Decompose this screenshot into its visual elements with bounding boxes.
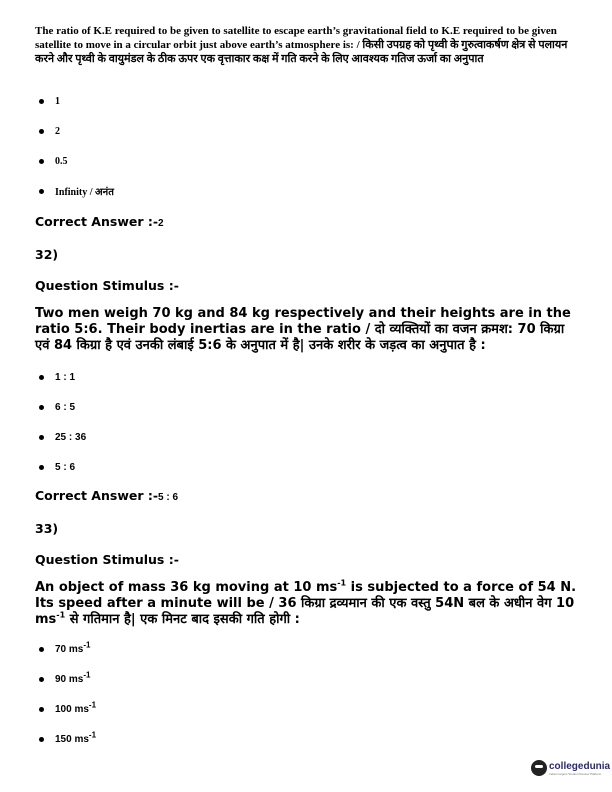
q33-text: An object of mass 36 kg moving at 10 $ms^{-1}$ is subjected to a force of 54 N. Its speed after a minute will be / 36 किग्रा द्रव्यमान की एक वस्तु 54N बल के अधीन वेग 10 $ms^{-1}$ से गतिमान है| एक मिनट बाद इसकी गति होगी :	[35, 578, 577, 627]
q33-stimulus-label: Question Stimulus :-	[35, 552, 179, 567]
question-page	[35, 24, 580, 754]
q32-stimulus-label: Question Stimulus :-	[35, 278, 179, 293]
bullet-icon	[39, 707, 44, 712]
bullet-icon	[39, 647, 44, 652]
q32-option[interactable]: 25 : 36	[35, 422, 580, 452]
bullet-icon	[39, 405, 44, 410]
q33-options	[35, 634, 580, 754]
bullet-icon	[39, 465, 44, 470]
q31-correct-answer: Correct Answer :-2	[35, 214, 164, 229]
q33-option[interactable]: 90 $ms^{-1}$	[35, 664, 580, 694]
mascot-icon	[531, 760, 547, 776]
q31-option[interactable]: 1	[35, 86, 580, 116]
q31-text: The ratio of K.E required to be given to satellite to escape earth’s gravitational field to K.E required to be given satellite to move in a circular orbit just above earth’s atmosphere is: / किसी उपग्रह को पृथ्वी के गुरुत्वाकर्षण क्षेत्र से पलायन करने और पृथ्वी के वायुमंडल के ठीक ऊपर एक वृत्ताकार कक्ष में गति करने के लिए आवश्यक गतिज ऊर्जा का अनुपात	[35, 25, 568, 65]
bullet-icon	[39, 129, 44, 134]
q33-option[interactable]: 100 $ms^{-1}$	[35, 694, 580, 724]
q33-number: 33)	[35, 521, 59, 536]
bullet-icon	[39, 189, 44, 194]
q32-option[interactable]: 1 : 1	[35, 362, 580, 392]
q31-option[interactable]: 2	[35, 116, 580, 146]
q31-options	[35, 86, 580, 206]
q32-options	[35, 362, 580, 482]
q32-option[interactable]: 6 : 5	[35, 392, 580, 422]
bullet-icon	[39, 677, 44, 682]
q33-option[interactable]: 150 $ms^{-1}$	[35, 724, 580, 754]
q33-option[interactable]: 70 $ms^{-1}$	[35, 634, 580, 664]
bullet-icon	[39, 159, 44, 164]
q32-option[interactable]: 5 : 6	[35, 452, 580, 482]
q31-option[interactable]: 0.5	[35, 146, 580, 176]
bullet-icon	[39, 99, 44, 104]
bullet-icon	[39, 435, 44, 440]
bullet-icon	[39, 375, 44, 380]
collegedunia-logo: collegedunia India's largest Student Review Platform	[531, 760, 610, 776]
q32-number: 32)	[35, 247, 59, 262]
q31-option[interactable]: Infinity / अनंत	[35, 176, 580, 206]
q32-text: Two men weigh 70 kg and 84 kg respectively and their heights are in the ratio 5:6. Their body inertias are in the ratio / दो व्यक्तियों का वजन क्रमश: 70 किग्रा एवं 84 किग्रा है एवं उनकी लंबाई 5:6 के अनुपात में है| उनके शरीर के जड़त्व का अनुपात है :	[35, 306, 571, 353]
q32-correct-answer: Correct Answer :-5 : 6	[35, 488, 179, 503]
bullet-icon	[39, 737, 44, 742]
